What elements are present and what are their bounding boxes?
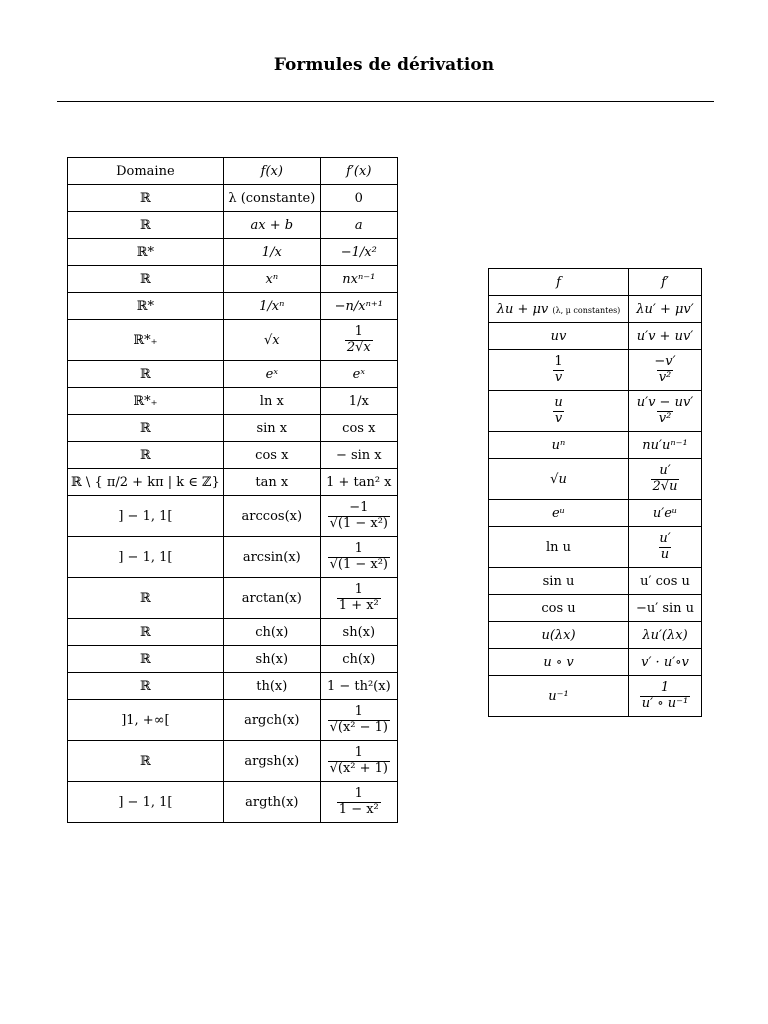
domain-cell: ℝ [68,212,224,239]
fraction [328,542,390,572]
table-row [489,568,702,595]
table-row [68,700,398,741]
fraction [345,325,373,355]
table-row [68,239,398,266]
derivative-cell [320,741,397,782]
domain-cell: ] − 1, 1[ [68,537,224,578]
domain-cell: ℝ [68,619,224,646]
fraction-numerator: u′ [659,531,671,547]
fraction-denominator: 1 + x² [338,597,379,613]
domain-cell: ] − 1, 1[ [68,496,224,537]
fraction-numerator: 1 [354,582,363,598]
table-row [68,415,398,442]
domain-cell: ℝ [68,442,224,469]
column-header: f(x) [223,158,320,185]
fraction [635,396,696,426]
domain-cell: ℝ [68,266,224,293]
derivative-cell: ch(x) [320,646,397,673]
function-cell [489,296,629,323]
derivative-cell: u′v + uv′ [629,323,702,350]
fraction [328,746,390,776]
table-row [68,469,398,496]
table-row [68,578,398,619]
table-row [68,537,398,578]
fraction-denominator: v [554,369,563,385]
domain-cell: ℝ [68,673,224,700]
derivative-cell [320,320,397,361]
domain-cell: ℝ \ { π/2 + kπ | k ∈ ℤ} [68,469,224,496]
table-header-row [68,158,398,185]
derivative-cell: u′eᵘ [629,500,702,527]
fraction-numerator: u′ [659,463,671,479]
table-header-row [489,269,702,296]
function-cell: uv [489,323,629,350]
table-row [68,361,398,388]
domain-cell: ℝ*₊ [68,388,224,415]
function-cell: th(x) [223,673,320,700]
function-cell: 1/x [223,239,320,266]
domain-cell: ℝ* [68,293,224,320]
derivative-cell [629,676,702,717]
derivative-cell [320,782,397,823]
fraction-denominator: v² [658,369,672,385]
derivative-cell: u′ cos u [629,568,702,595]
derivative-cell: − sin x [320,442,397,469]
fraction-denominator: u [660,546,670,562]
derivative-cell [320,537,397,578]
table-row [489,323,702,350]
table-row [489,676,702,717]
table-row [489,350,702,391]
function-cell: u⁻¹ [489,676,629,717]
table-row [489,649,702,676]
function-cell: cos u [489,595,629,622]
function-cell: ch(x) [223,619,320,646]
fraction-numerator: 1 [354,541,363,557]
domain-cell: ℝ [68,415,224,442]
column-header: Domaine [68,158,224,185]
derivative-cell: 1 + tan² x [320,469,397,496]
derivative-cell [629,459,702,500]
function-cell: uⁿ [489,432,629,459]
derivative-cell: v′ · u′∘v [629,649,702,676]
function-expression: λu + μv [496,301,549,317]
table-row [68,185,398,212]
fraction-denominator: √(x² − 1) [329,719,388,735]
derivative-cell: sh(x) [320,619,397,646]
table-row [489,459,702,500]
table-row [68,646,398,673]
table-row [489,296,702,323]
function-cell: √u [489,459,629,500]
domain-cell: ℝ [68,646,224,673]
derivative-cell [629,350,702,391]
table-row [68,496,398,537]
function-cell: tan x [223,469,320,496]
table-row [68,442,398,469]
fraction [328,501,390,531]
function-cell: cos x [223,442,320,469]
derivative-cell [320,578,397,619]
fraction [337,787,381,817]
derivative-cell: −1/x² [320,239,397,266]
domain-cell: ]1, +∞[ [68,700,224,741]
function-cell: xⁿ [223,266,320,293]
function-cell: argth(x) [223,782,320,823]
title-divider [57,101,714,102]
fraction-numerator: 1 [354,704,363,720]
domain-cell: ℝ [68,741,224,782]
table-row [68,212,398,239]
fraction-numerator: 1 [354,786,363,802]
column-header: f′(x) [320,158,397,185]
function-cell [489,391,629,432]
table-row [68,619,398,646]
function-cell: eˣ [223,361,320,388]
fraction-numerator: 1 [354,324,363,340]
fraction-numerator: u′v − uv′ [636,395,694,411]
fraction-numerator: u [554,395,563,411]
function-cell: sin u [489,568,629,595]
function-cell: argsh(x) [223,741,320,782]
fraction-denominator: √(1 − x²) [329,515,388,531]
function-cell [489,350,629,391]
derivation-rules-table [488,268,702,717]
fraction [657,532,672,562]
function-cell: argch(x) [223,700,320,741]
table-row [489,432,702,459]
domain-cell: ] − 1, 1[ [68,782,224,823]
function-cell: sh(x) [223,646,320,673]
function-cell: λ (constante) [223,185,320,212]
table-row [68,320,398,361]
derivative-cell: nu′uⁿ⁻¹ [629,432,702,459]
derivative-cell [629,391,702,432]
fraction-denominator: 2√x [346,339,371,355]
derivative-cell [629,527,702,568]
derivative-cell: eˣ [320,361,397,388]
table-row [68,266,398,293]
function-cell: ln x [223,388,320,415]
function-cell: ax + b [223,212,320,239]
fraction-numerator: 1 [354,745,363,761]
fraction-numerator: 1 [554,354,563,370]
derivatives-table [67,157,398,823]
derivative-cell: a [320,212,397,239]
function-cell: √x [223,320,320,361]
table-row [489,595,702,622]
derivative-cell: cos x [320,415,397,442]
fraction [552,396,564,426]
column-header: f [489,269,629,296]
fraction-denominator: √(1 − x²) [329,556,388,572]
derivative-cell: −n/xⁿ⁺¹ [320,293,397,320]
fraction-denominator: u′ ∘ u⁻¹ [641,695,689,711]
function-cell: u ∘ v [489,649,629,676]
domain-cell: ℝ [68,361,224,388]
function-cell: arccos(x) [223,496,320,537]
domain-cell: ℝ* [68,239,224,266]
function-note: (λ, μ constantes) [552,305,621,315]
table-row [68,293,398,320]
fraction [552,355,564,385]
fraction-numerator: −1 [349,500,369,516]
function-cell: arcsin(x) [223,537,320,578]
table-row [68,782,398,823]
fraction-denominator: √(x² + 1) [329,760,388,776]
fraction-denominator: 1 − x² [338,801,379,817]
fraction [337,583,381,613]
table-row [489,527,702,568]
domain-cell: ℝ*₊ [68,320,224,361]
function-cell: u(λx) [489,622,629,649]
domain-cell: ℝ [68,185,224,212]
derivative-cell [320,700,397,741]
fraction-denominator: 2√u [652,478,678,494]
derivative-cell: 1/x [320,388,397,415]
function-cell: sin x [223,415,320,442]
derivative-cell: nxⁿ⁻¹ [320,266,397,293]
fraction-numerator: −v′ [654,354,676,370]
fraction [328,705,390,735]
domain-cell: ℝ [68,578,224,619]
table-row [489,391,702,432]
table-row [489,622,702,649]
fraction [652,355,677,385]
table-row [489,500,702,527]
fraction [640,681,690,711]
fraction [651,464,680,494]
fraction-numerator: 1 [660,680,670,696]
function-cell: ln u [489,527,629,568]
column-header: f′ [629,269,702,296]
table-row [68,741,398,782]
derivative-cell: λu′ + μv′ [629,296,702,323]
derivative-cell: 0 [320,185,397,212]
fraction-denominator: v² [658,410,672,426]
derivative-cell: λu′(λx) [629,622,702,649]
fraction-denominator: v [554,410,563,426]
function-cell: 1/xⁿ [223,293,320,320]
function-cell: arctan(x) [223,578,320,619]
function-cell: eᵘ [489,500,629,527]
derivative-cell [320,496,397,537]
page-title: Formules de dérivation [273,55,495,75]
table-row [68,673,398,700]
derivative-cell: −u′ sin u [629,595,702,622]
derivative-cell: 1 − th²(x) [320,673,397,700]
table-row [68,388,398,415]
